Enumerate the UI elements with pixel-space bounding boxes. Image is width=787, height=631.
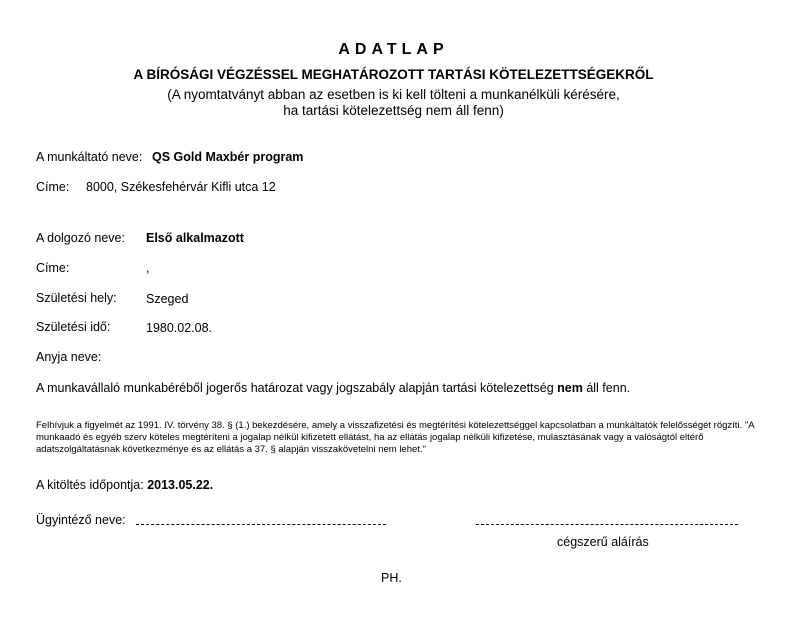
statement-before: A munkavállaló munkabéréből jogerős határozat vagy jogszabály alapján tartási kötelezettség <box>36 381 558 395</box>
document-subtitle: A BÍRÓSÁGI VÉGZÉSSEL MEGHATÁROZOTT TARTÁSI KÖTELEZETTSÉGEKRŐL <box>133 67 654 82</box>
document-note-line2: ha tartási kötelezettség nem áll fenn) <box>283 103 504 118</box>
employer-name-label: A munkáltató neve: <box>36 150 143 164</box>
signature-line <box>476 524 738 525</box>
employee-name-label: A dolgozó neve: <box>36 231 125 245</box>
legal-notice: Felhívjuk a figyelmét az 1991. IV. törvény 38. § (1.) bekezdésére, amely a visszafizetési és megtérítési kötelezettséggel kapcsolatban a munkáltatók felelősségét rögzíti. "A munkaadó és egyéb szerv köteles megtéríteni a jogalap nélkül kifizetett ellátást, ha az ellátás jogalap nélküli kifizetése, mulasztásának vagy a valóságtól eltérő adatszolgáltatásnak következménye és az ellátás a 37. § alapján visszakövetelni nem lehet." <box>36 420 755 455</box>
maintenance-statement <box>36 381 630 395</box>
employee-birthdate-label: Születési idő: <box>36 320 111 334</box>
statement-after: áll fenn. <box>582 381 631 395</box>
employee-birthplace-label: Születési hely: <box>36 291 117 305</box>
ph-label: PH. <box>381 571 402 585</box>
fill-date-value: 2013.05.22. <box>147 478 214 492</box>
administrator-label: Ügyintéző neve: <box>36 513 126 527</box>
employee-birthplace-value: Szeged <box>146 292 189 306</box>
signature-label: cégszerű aláírás <box>557 535 649 549</box>
fill-date <box>36 478 213 492</box>
employee-address-value: , <box>146 261 150 275</box>
employee-mother-label: Anyja neve: <box>36 350 102 364</box>
administrator-line <box>136 524 386 525</box>
document-title: ADATLAP <box>338 41 449 58</box>
fill-date-label: A kitöltés időpontja: <box>36 478 144 492</box>
employer-name-value: QS Gold Maxbér program <box>152 150 304 164</box>
employee-birthdate-value: 1980.02.08. <box>146 321 213 335</box>
employee-address-label: Címe: <box>36 261 70 275</box>
employee-name-value: Első alkalmazott <box>146 231 244 245</box>
employer-address-value: 8000, Székesfehérvár Kifli utca 12 <box>86 180 276 194</box>
statement-bold: nem <box>557 381 583 395</box>
document-note-line1: (A nyomtatványt abban az esetben is ki kell tölteni a munkanélküli kérésére, <box>167 87 620 102</box>
employer-address-label: Címe: <box>36 180 70 194</box>
